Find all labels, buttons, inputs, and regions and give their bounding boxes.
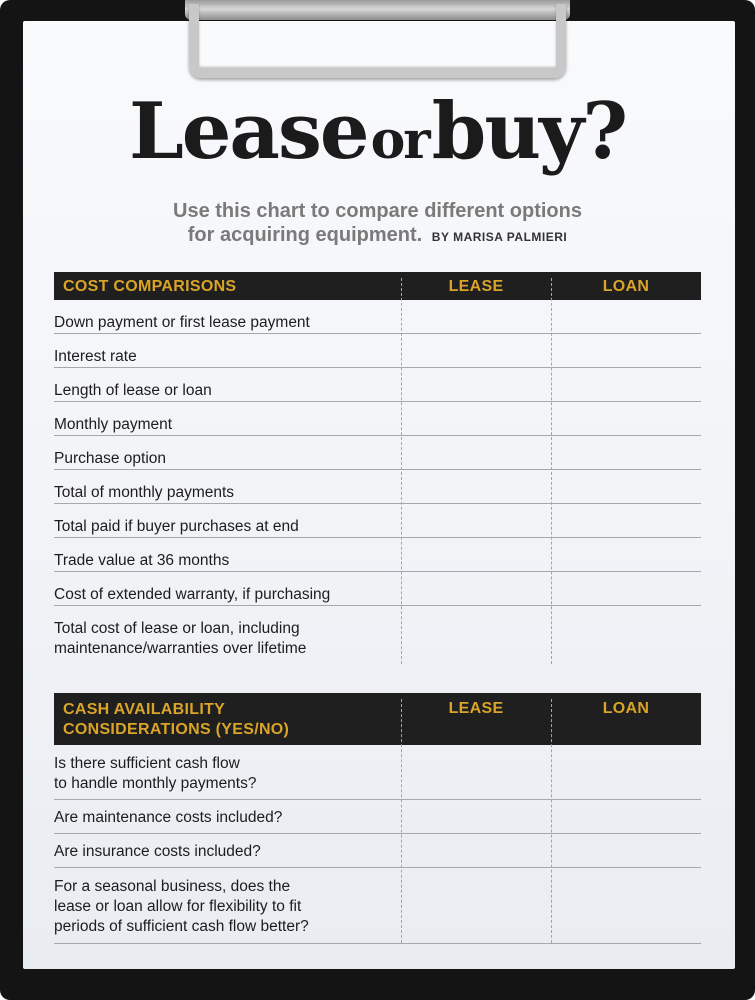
row-label-line-1: Total cost of lease or loan, including: [54, 620, 300, 637]
subtitle-line-2: [0, 223, 755, 249]
cash-header-line-2: CONSIDERATIONS (YES/NO): [63, 721, 290, 738]
row-label-line-1: For a seasonal business, does the: [54, 878, 291, 895]
lease-cell[interactable]: [401, 800, 551, 833]
row-label: Are maintenance costs included?: [54, 809, 283, 826]
loan-cell[interactable]: [551, 436, 701, 469]
clipboard-clip-ring: [189, 4, 566, 78]
lease-cell[interactable]: [401, 402, 551, 435]
row-label: Down payment or first lease payment: [54, 314, 310, 331]
cash-availability-table: [54, 693, 701, 944]
lease-cell[interactable]: [401, 504, 551, 537]
row-label-line-1: Is there sufficient cash flow: [54, 755, 240, 772]
title-word-or: or: [370, 110, 429, 171]
lease-cell[interactable]: [401, 834, 551, 867]
cost-header-label: COST COMPARISONS: [63, 278, 237, 295]
loan-cell[interactable]: [551, 504, 701, 537]
lease-cell[interactable]: [401, 572, 551, 605]
row-label: [54, 754, 394, 794]
lease-cell[interactable]: [401, 868, 551, 943]
cash-table-header: [54, 693, 701, 745]
row-label: Total paid if buyer purchases at end: [54, 518, 299, 535]
subtitle-line-2-text: for acquiring equipment.: [187, 224, 423, 246]
loan-cell[interactable]: [551, 606, 701, 660]
loan-cell[interactable]: [551, 538, 701, 571]
row-label: Interest rate: [54, 348, 137, 365]
row-label-line-2: maintenance/warranties over lifetime: [54, 640, 307, 657]
column-divider: [551, 278, 552, 664]
row-label: Cost of extended warranty, if purchasing: [54, 586, 331, 603]
lease-cell[interactable]: [401, 538, 551, 571]
column-divider: [401, 699, 402, 943]
row-label: [54, 877, 394, 937]
loan-cell[interactable]: [551, 470, 701, 503]
cost-header-loan: LOAN: [602, 278, 650, 295]
loan-cell[interactable]: [551, 368, 701, 401]
loan-cell[interactable]: [551, 402, 701, 435]
cost-row: [54, 504, 701, 538]
loan-cell[interactable]: [551, 800, 701, 833]
subtitle-line-1: Use this chart to compare different options: [173, 200, 582, 222]
column-divider: [401, 278, 402, 664]
cost-row: [54, 334, 701, 368]
cost-row: [54, 402, 701, 436]
cash-header-line-1: CASH AVAILABILITY: [63, 701, 226, 718]
cost-row: [54, 572, 701, 606]
cash-row: [54, 834, 701, 868]
lease-cell[interactable]: [401, 436, 551, 469]
lease-cell[interactable]: [401, 334, 551, 367]
cost-row: [54, 436, 701, 470]
cash-row: [54, 745, 701, 800]
lease-cell[interactable]: [401, 606, 551, 660]
cash-row: [54, 868, 701, 944]
cost-row: [54, 606, 701, 660]
lease-cell[interactable]: [401, 300, 551, 333]
loan-cell[interactable]: [551, 868, 701, 943]
row-label: [54, 619, 394, 659]
cash-header-lease: LEASE: [448, 700, 504, 717]
cash-header-loan: LOAN: [602, 700, 650, 717]
row-label: Length of lease or loan: [54, 382, 212, 399]
column-divider: [551, 699, 552, 943]
cash-header-label: [63, 700, 289, 740]
cost-comparisons-table: [54, 272, 701, 660]
row-label-line-2: to handle monthly payments?: [54, 775, 257, 792]
title-word-lease: Lease: [128, 86, 368, 177]
row-label-line-2: lease or loan allow for flexibility to fit: [54, 898, 302, 915]
page-title: [0, 86, 755, 177]
cost-row: [54, 368, 701, 402]
row-label-line-3: periods of sufficient cash flow better?: [54, 918, 309, 935]
loan-cell[interactable]: [551, 834, 701, 867]
row-label: Total of monthly payments: [54, 484, 235, 501]
cash-row: [54, 800, 701, 834]
title-word-buy: buy?: [431, 86, 627, 177]
loan-cell[interactable]: [551, 334, 701, 367]
lease-cell[interactable]: [401, 470, 551, 503]
row-label: Monthly payment: [54, 416, 173, 433]
cost-row: [54, 538, 701, 572]
loan-cell[interactable]: [551, 745, 701, 799]
cost-header-lease: LEASE: [448, 278, 504, 295]
cost-row: [54, 470, 701, 504]
lease-cell[interactable]: [401, 745, 551, 799]
lease-cell[interactable]: [401, 368, 551, 401]
row-label: Purchase option: [54, 450, 167, 467]
byline: BY MARISA PALMIERI: [431, 230, 568, 244]
cost-table-header: [54, 272, 701, 300]
loan-cell[interactable]: [551, 300, 701, 333]
cost-row: [54, 300, 701, 334]
loan-cell[interactable]: [551, 572, 701, 605]
row-label: Are insurance costs included?: [54, 843, 261, 860]
row-label: Trade value at 36 months: [54, 552, 230, 569]
subtitle: [0, 199, 755, 249]
